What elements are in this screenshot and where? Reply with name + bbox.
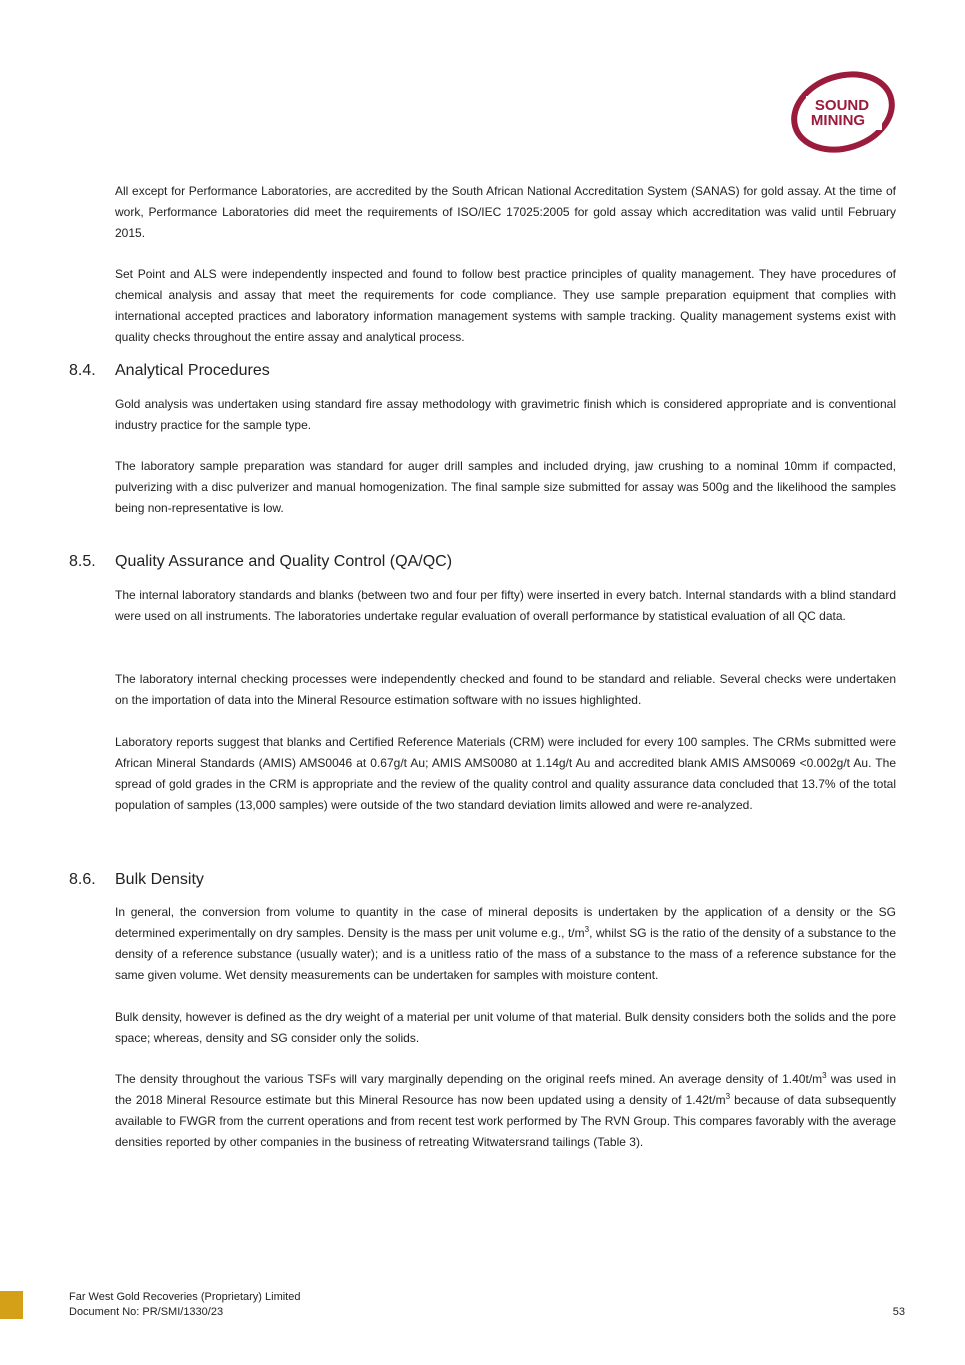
paragraph-tsf-density: The density throughout the various TSFs will vary marginally depending on the original reefs mined. An average density of $1.40t/m^3$ was used in the 2018 Mineral Resource estimate but this Mineral Resource has now been updated using a density of $1.42t/m^3$ because of data subsequently available to FWGR from the current operations and from recent test work performed by The RVN Group. This compares favorably with the average densities reported by other companies in the business of retreating Witwatersrand tailings (Table 3). [115, 1071, 896, 1149]
paragraph-crm: Laboratory reports suggest that blanks and Certified Reference Materials (CRM) were included for every 100 samples. The CRMs submitted were African Mineral Standards (AMIS) AMS0046 at 0.67g/t Au; AMIS AMS0080 at 1.14g/t Au and accredited blank AMIS AMS0069 <0.002g/t Au. The spread of gold grades in the CRM is appropriate and the review of the quality control and quality assurance data concluded that 13.7% of the total population of samples (13,000 samples) were outside of the two standard deviation limits allowed and were re-analyzed. [115, 735, 896, 812]
paragraph-gold-analysis: Gold analysis was undertaken using standard fire assay methodology with gravimetric finish which is considered appropriate and is conventional industry practice for the sample type. [115, 397, 896, 432]
paragraph-accreditation: All except for Performance Laboratories, are accredited by the South African National Accreditation System (SANAS) for gold assay. At the time of work, Performance Laboratories did meet the requirements of ISO/IEC 17025:2005 for gold assay which accreditation was valid until February 2015. [115, 184, 896, 240]
heading-qaqc [69, 552, 452, 572]
footer-company-info [69, 1290, 300, 1320]
footer-company: Far West Gold Recoveries (Proprietary) Limited [69, 1291, 301, 1303]
heading-bulk-density [69, 870, 204, 890]
section-number: 8.4. [69, 362, 96, 379]
paragraph-internal-checking: The laboratory internal checking processes were independently checked and found to be standard and reliable. Several checks were undertaken on the importation of data into the Mineral Resource estimation software with no issues highlighted. [115, 672, 896, 707]
footer-accent-bar [0, 1291, 23, 1319]
paragraph-inspection: Set Point and ALS were independently inspected and found to follow best practice principles of quality management. They have procedures of chemical analysis and assay that meet the requirements for code compliance. They use sample preparation equipment that complies with international accepted practices and laboratory information management systems with sample tracking. Quality management systems exist with quality checks throughout the entire assay and analytical process. [115, 267, 896, 344]
paragraph-bulk-density-definition: Bulk density, however is defined as the dry weight of a material per unit volume of that material. Bulk density considers both the solids and the pore space; whereas, density and SG consider only the solids. [115, 1010, 896, 1045]
section-title: Bulk Density [115, 871, 204, 888]
paragraph-internal-standards: The internal laboratory standards and blanks (between two and four per fifty) were inserted in every batch. Internal standards with a blind standard were used on all instruments. The laboratories undertake regular evaluation of overall performance by statistical evaluation of all QC data. [115, 588, 896, 623]
section-number: 8.6. [69, 871, 96, 888]
page-number: 53 [892, 1306, 905, 1318]
sound-mining-logo [786, 68, 898, 156]
section-number: 8.5. [69, 553, 96, 570]
paragraph-density-conversion: In general, the conversion from volume to quantity in the case of mineral deposits is undertaken by the application of a density or the SG determined experimentally on dry samples. Density is the mass per unit volume e.g., $t/m^3$, whilst SG is the ratio of the density of a substance to the density of a reference substance (usually water); and is a unitless ratio of the mass of a substance to the mass of a reference substance for the same given volume. Wet density measurements can be undertaken for samples with moisture content. [115, 905, 896, 982]
logo-line2: MINING [810, 112, 866, 129]
footer-document-number: Document No: PR/SMI/1330/23 [69, 1306, 224, 1318]
heading-analytical-procedures [69, 361, 270, 381]
section-title: Analytical Procedures [115, 362, 270, 379]
paragraph-sample-preparation: The laboratory sample preparation was standard for auger drill samples and included drying, jaw crushing to a nominal 10mm if compacted, pulverizing with a disc pulverizer and manual homogenization. The final sample size submitted for assay was 500g and the likelihood the samples being non-representative is low. [115, 459, 896, 515]
section-title: Quality Assurance and Quality Control (QA/QC) [115, 553, 453, 570]
logo-line1: SOUND [814, 97, 870, 114]
